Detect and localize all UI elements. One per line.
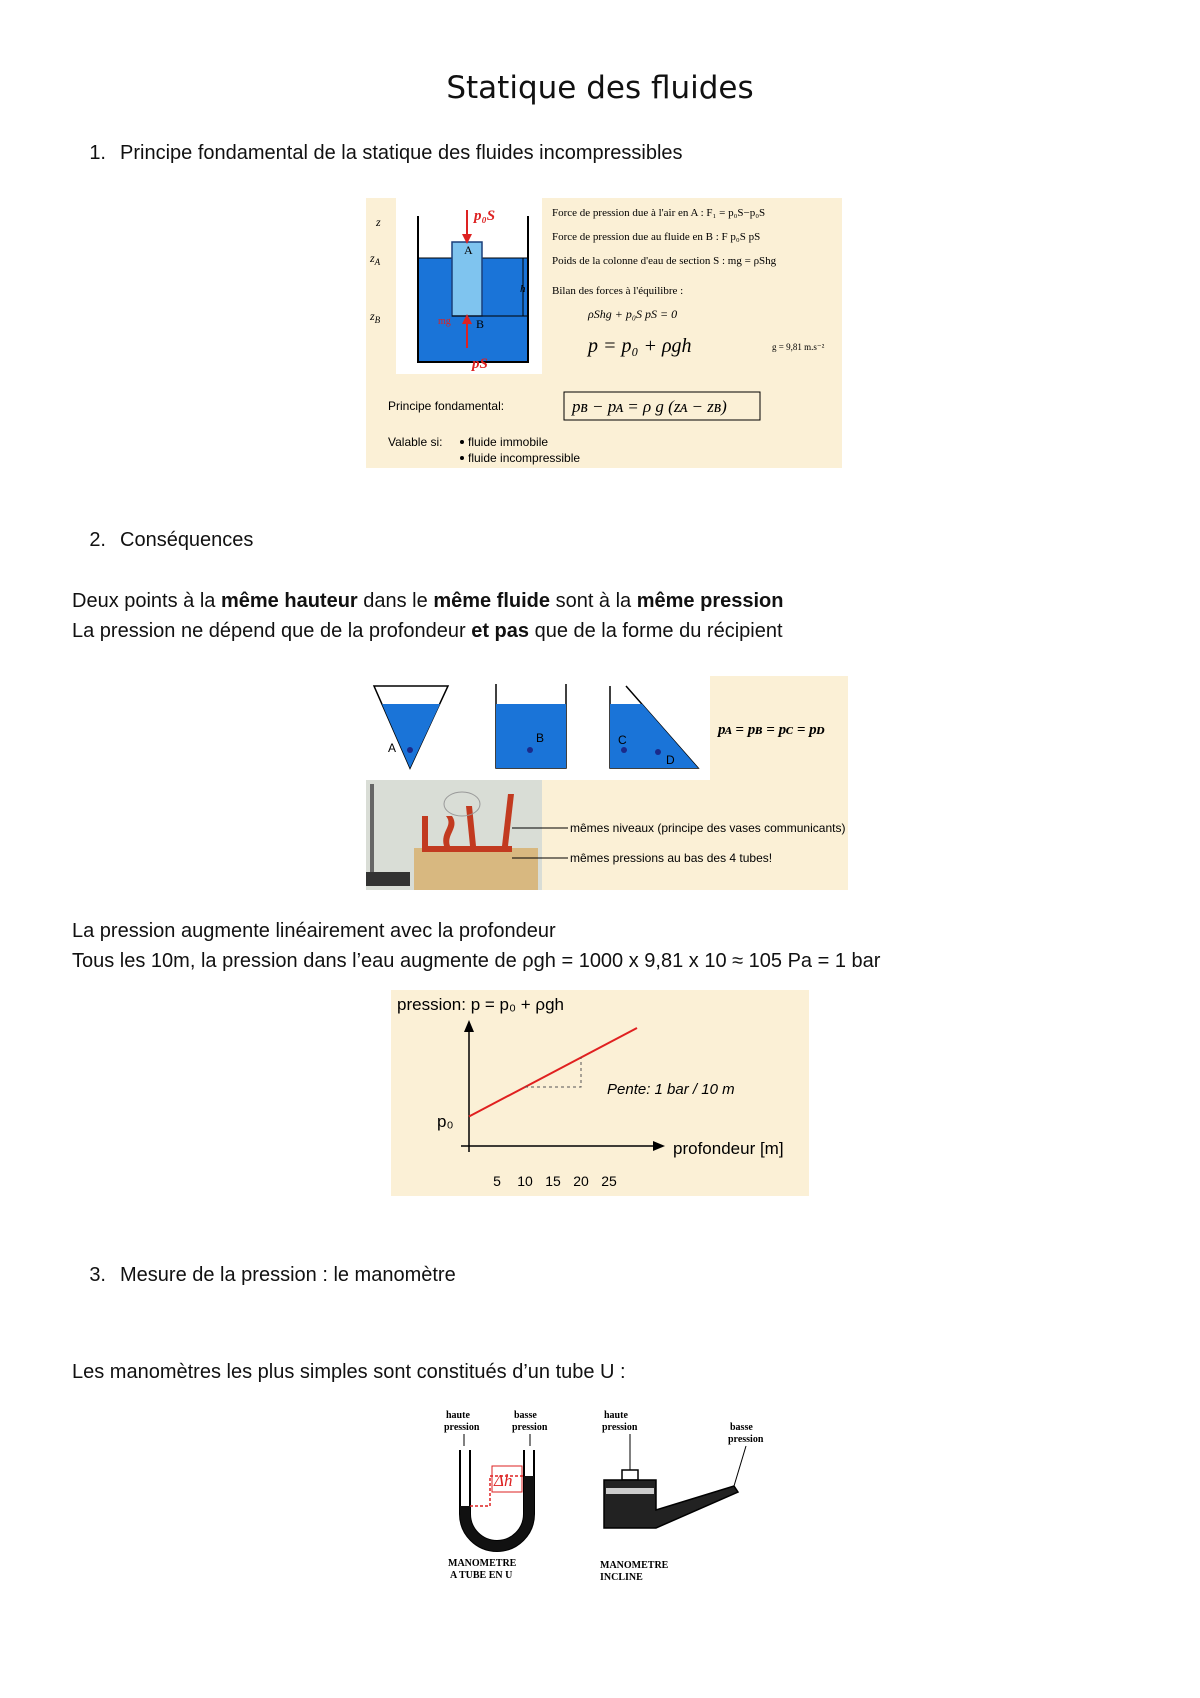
i-haute: haute bbox=[604, 1410, 628, 1421]
line-10m: Tous les 10m, la pression dans l’eau augmente de ρgh = 1000 x 9,81 x 10 ≈ 105 Pa = 1 bar bbox=[72, 950, 881, 972]
figure-manometres bbox=[434, 1406, 774, 1584]
u-haute: haute bbox=[446, 1410, 470, 1421]
text-valable: Valable si: bbox=[388, 435, 443, 449]
text-bilan-eq: ρShg + p₀S pS = 0 bbox=[588, 307, 678, 321]
chart-annotation: Pente: 1 bar / 10 m bbox=[607, 1081, 735, 1098]
text-principe-eq: pʙ − pᴀ = ρ g (zᴀ − zʙ) bbox=[572, 397, 727, 416]
text-principe-label: Principe fondamental: bbox=[388, 399, 505, 413]
label-point-B: B bbox=[536, 731, 545, 745]
i-basse: basse bbox=[730, 1422, 753, 1433]
i-caption-2: INCLINE bbox=[600, 1572, 643, 1583]
i-basse-pression: pression bbox=[728, 1434, 764, 1445]
section-title: Principe fondamental de la statique des fluides incompressibles bbox=[120, 142, 683, 164]
chart-x-tick-5: 5 bbox=[493, 1173, 501, 1189]
u-caption-2: A TUBE EN U bbox=[450, 1570, 513, 1581]
paragraph-manometre: Les manomètres les plus simples sont constitués d’un tube U : bbox=[72, 1361, 626, 1383]
text-note-pressions: mêmes pressions au bas des 4 tubes! bbox=[570, 851, 773, 865]
page-title: Statique des fluides bbox=[446, 70, 754, 106]
paragraph-lineaire bbox=[72, 916, 1172, 976]
label-h: h bbox=[520, 283, 526, 295]
text-cond-1: fluide immobile bbox=[468, 435, 549, 449]
section-title: Mesure de la pression : le manomètre bbox=[120, 1264, 456, 1286]
text-cond-2: fluide incompressible bbox=[468, 451, 581, 465]
label-mg: mg bbox=[438, 316, 451, 327]
section-number: 1. bbox=[89, 142, 106, 164]
section-1-heading bbox=[68, 142, 683, 165]
label-point-D: D bbox=[666, 753, 675, 767]
i-caption-1: MANOMETRE bbox=[600, 1560, 669, 1571]
label-z-axis: z bbox=[376, 215, 381, 229]
section-2-heading bbox=[68, 529, 253, 552]
u-caption-1: MANOMETRE bbox=[448, 1558, 517, 1569]
label-A: A bbox=[464, 243, 473, 257]
label-zB: $z_B$ bbox=[370, 309, 381, 325]
u-delta-h: Δh bbox=[494, 1471, 513, 1490]
chart-x-tick-10: 10 bbox=[517, 1173, 533, 1189]
u-haute-pression: pression bbox=[444, 1422, 480, 1433]
label-point-A: A bbox=[388, 741, 397, 755]
chart-x-tick-25: 25 bbox=[601, 1173, 617, 1189]
section-number: 2. bbox=[89, 529, 106, 551]
text-equality: pᴀ = pʙ = pᴄ = pᴅ bbox=[718, 722, 825, 738]
line-meme-hauteur: Deux points à la même hauteur dans le même fluide sont à la même pression bbox=[72, 590, 784, 612]
text-g-value: g = 9,81 m.s⁻² bbox=[772, 342, 825, 352]
label-pS: pS bbox=[472, 356, 488, 372]
paragraph-consequences bbox=[72, 586, 1152, 646]
chart-title: pression: p = p₀ + ρgh bbox=[397, 995, 564, 1014]
u-basse: basse bbox=[514, 1410, 537, 1421]
section-number: 3. bbox=[89, 1264, 106, 1286]
line-profondeur: La pression ne dépend que de la profondeur et pas que de la forme du récipient bbox=[72, 620, 783, 642]
text-force-B: Force de pression due au fluide en B : F p₀S pS bbox=[552, 231, 761, 243]
section-3-heading bbox=[68, 1264, 456, 1287]
text-bilan: Bilan des forces à l'équilibre : bbox=[552, 285, 684, 297]
i-haute-pression: pression bbox=[602, 1422, 638, 1433]
section-title: Conséquences bbox=[120, 529, 254, 551]
label-p0S: p₀S bbox=[474, 208, 496, 224]
figure-vases bbox=[362, 676, 848, 890]
chart-x-tick-15: 15 bbox=[545, 1173, 561, 1189]
label-B: B bbox=[476, 317, 485, 331]
text-weight: Poids de la colonne d'eau de section S : mg = ρShg bbox=[552, 255, 777, 267]
label-point-C: C bbox=[618, 733, 627, 747]
figure-principe-fondamental bbox=[366, 198, 842, 468]
label-zA: $z_A$ bbox=[370, 251, 381, 267]
text-main-eq: p = p₀ + ρgh bbox=[588, 335, 692, 357]
chart-x-label: profondeur [m] bbox=[673, 1139, 784, 1158]
chart-y-label: p₀ bbox=[437, 1112, 454, 1131]
line-lineaire: La pression augmente linéairement avec la profondeur bbox=[72, 920, 556, 942]
chart-pression bbox=[391, 990, 809, 1196]
text-force-A: Force de pression due à l'air en A : F₁ = p₀S−p₀S bbox=[552, 207, 766, 219]
text-note-niveaux: mêmes niveaux (principe des vases communicants) bbox=[570, 821, 846, 835]
u-basse-pression: pression bbox=[512, 1422, 548, 1433]
chart-x-tick-20: 20 bbox=[573, 1173, 589, 1189]
